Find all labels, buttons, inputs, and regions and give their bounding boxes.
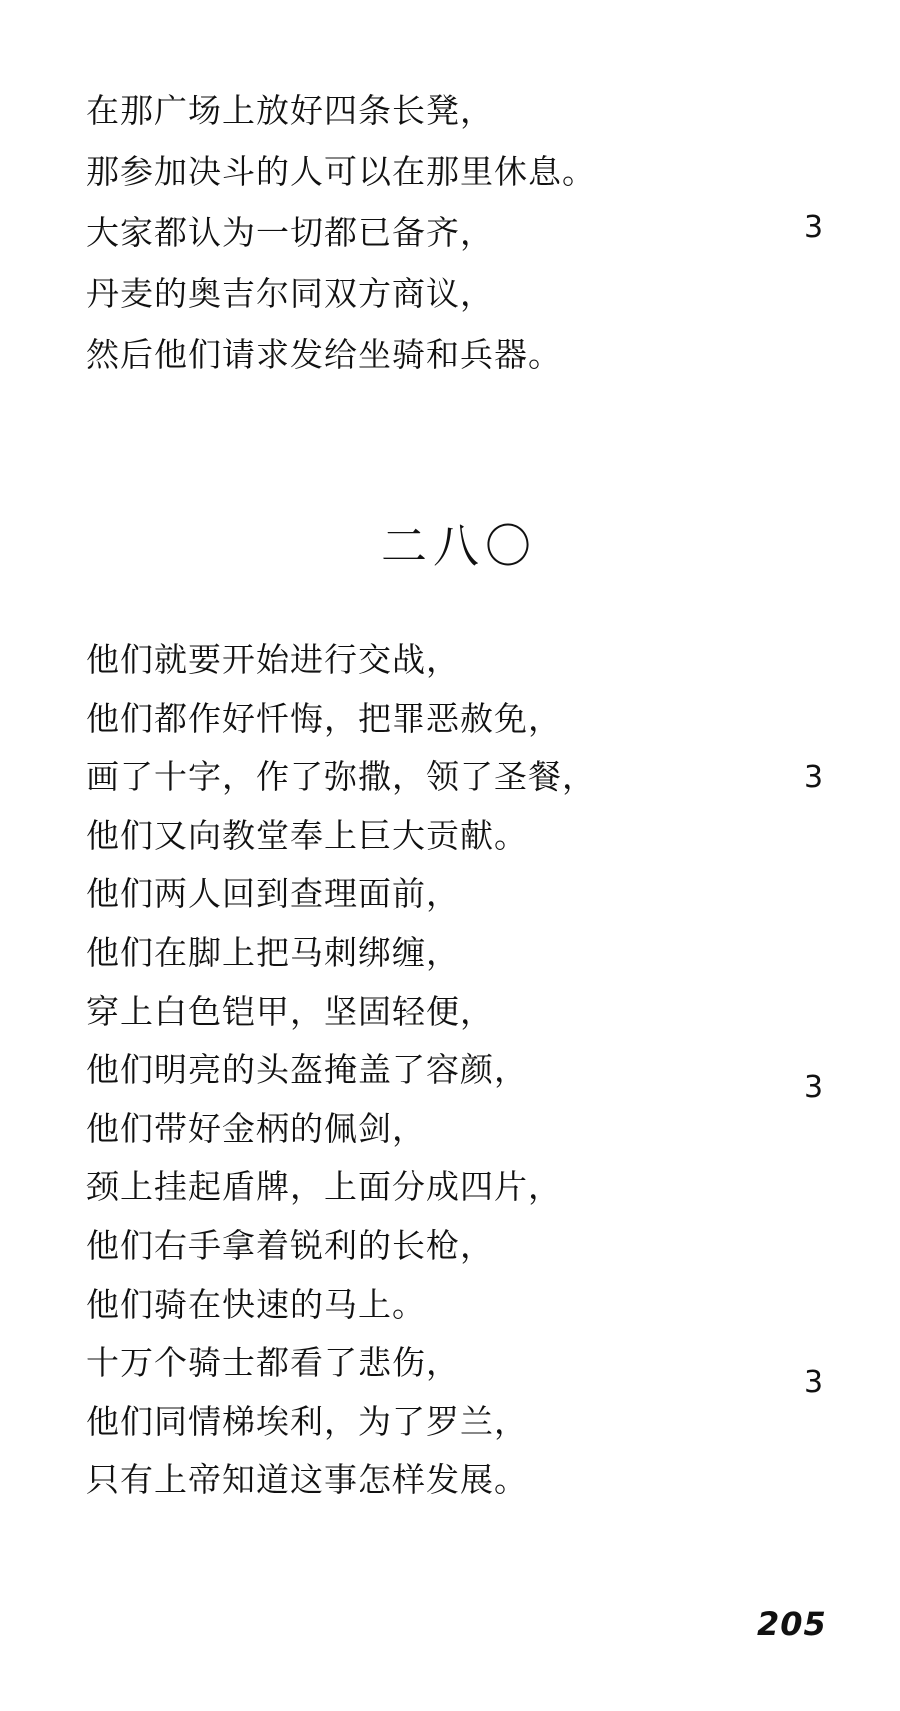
verse-line: 他们明亮的头盔掩盖了容颜， (86, 1050, 528, 1090)
section-heading: 二八〇 (381, 519, 537, 573)
page-number: 205 (757, 1605, 827, 1643)
verse-line: 然后他们请求发给坐骑和兵器。 (86, 335, 562, 374)
margin-line-number: 3 (804, 1070, 824, 1105)
margin-line-number: 3 (804, 1365, 824, 1400)
verse-line: 只有上帝知道这事怎样发展。 (86, 1460, 528, 1500)
verse-line: 他们又向教堂奉上巨大贡献。 (86, 815, 528, 855)
verse-line: 他们右手拿着锐利的长枪， (86, 1225, 494, 1265)
verse-line: 穿上白色铠甲，坚固轻便， (86, 991, 494, 1031)
verse-line: 颈上挂起盾牌，上面分成四片， (86, 1167, 562, 1207)
margin-line-number: 3 (804, 210, 824, 245)
verse-line: 他们带好金柄的佩剑， (86, 1108, 426, 1148)
verse-line: 他们两人回到查理面前， (86, 874, 460, 914)
stanza-top (86, 80, 846, 385)
verse-line: 丹麦的奥吉尔同双方商议， (86, 274, 494, 313)
verse-line: 画了十字，作了弥撒，领了圣餐， (86, 757, 596, 797)
verse-line: 在那广场上放好四条长凳， (86, 91, 494, 130)
verse-line: 他们就要开始进行交战， (86, 640, 460, 679)
verse-line: 大家都认为一切都已备齐， (86, 213, 494, 252)
margin-line-number: 3 (804, 760, 824, 795)
verse-line: 十万个骑士都看了悲伤， (86, 1343, 460, 1383)
verse-line: 他们在脚上把马刺绑缠， (86, 932, 460, 972)
verse-line: 他们骑在快速的马上。 (86, 1284, 426, 1324)
verse-line: 那参加决斗的人可以在那里休息。 (86, 152, 596, 191)
verse-line: 他们都作好忏悔，把罪恶赦免， (86, 698, 562, 738)
verse-line: 他们同情梯埃利，为了罗兰， (86, 1401, 528, 1441)
stanza-main (86, 631, 846, 1510)
